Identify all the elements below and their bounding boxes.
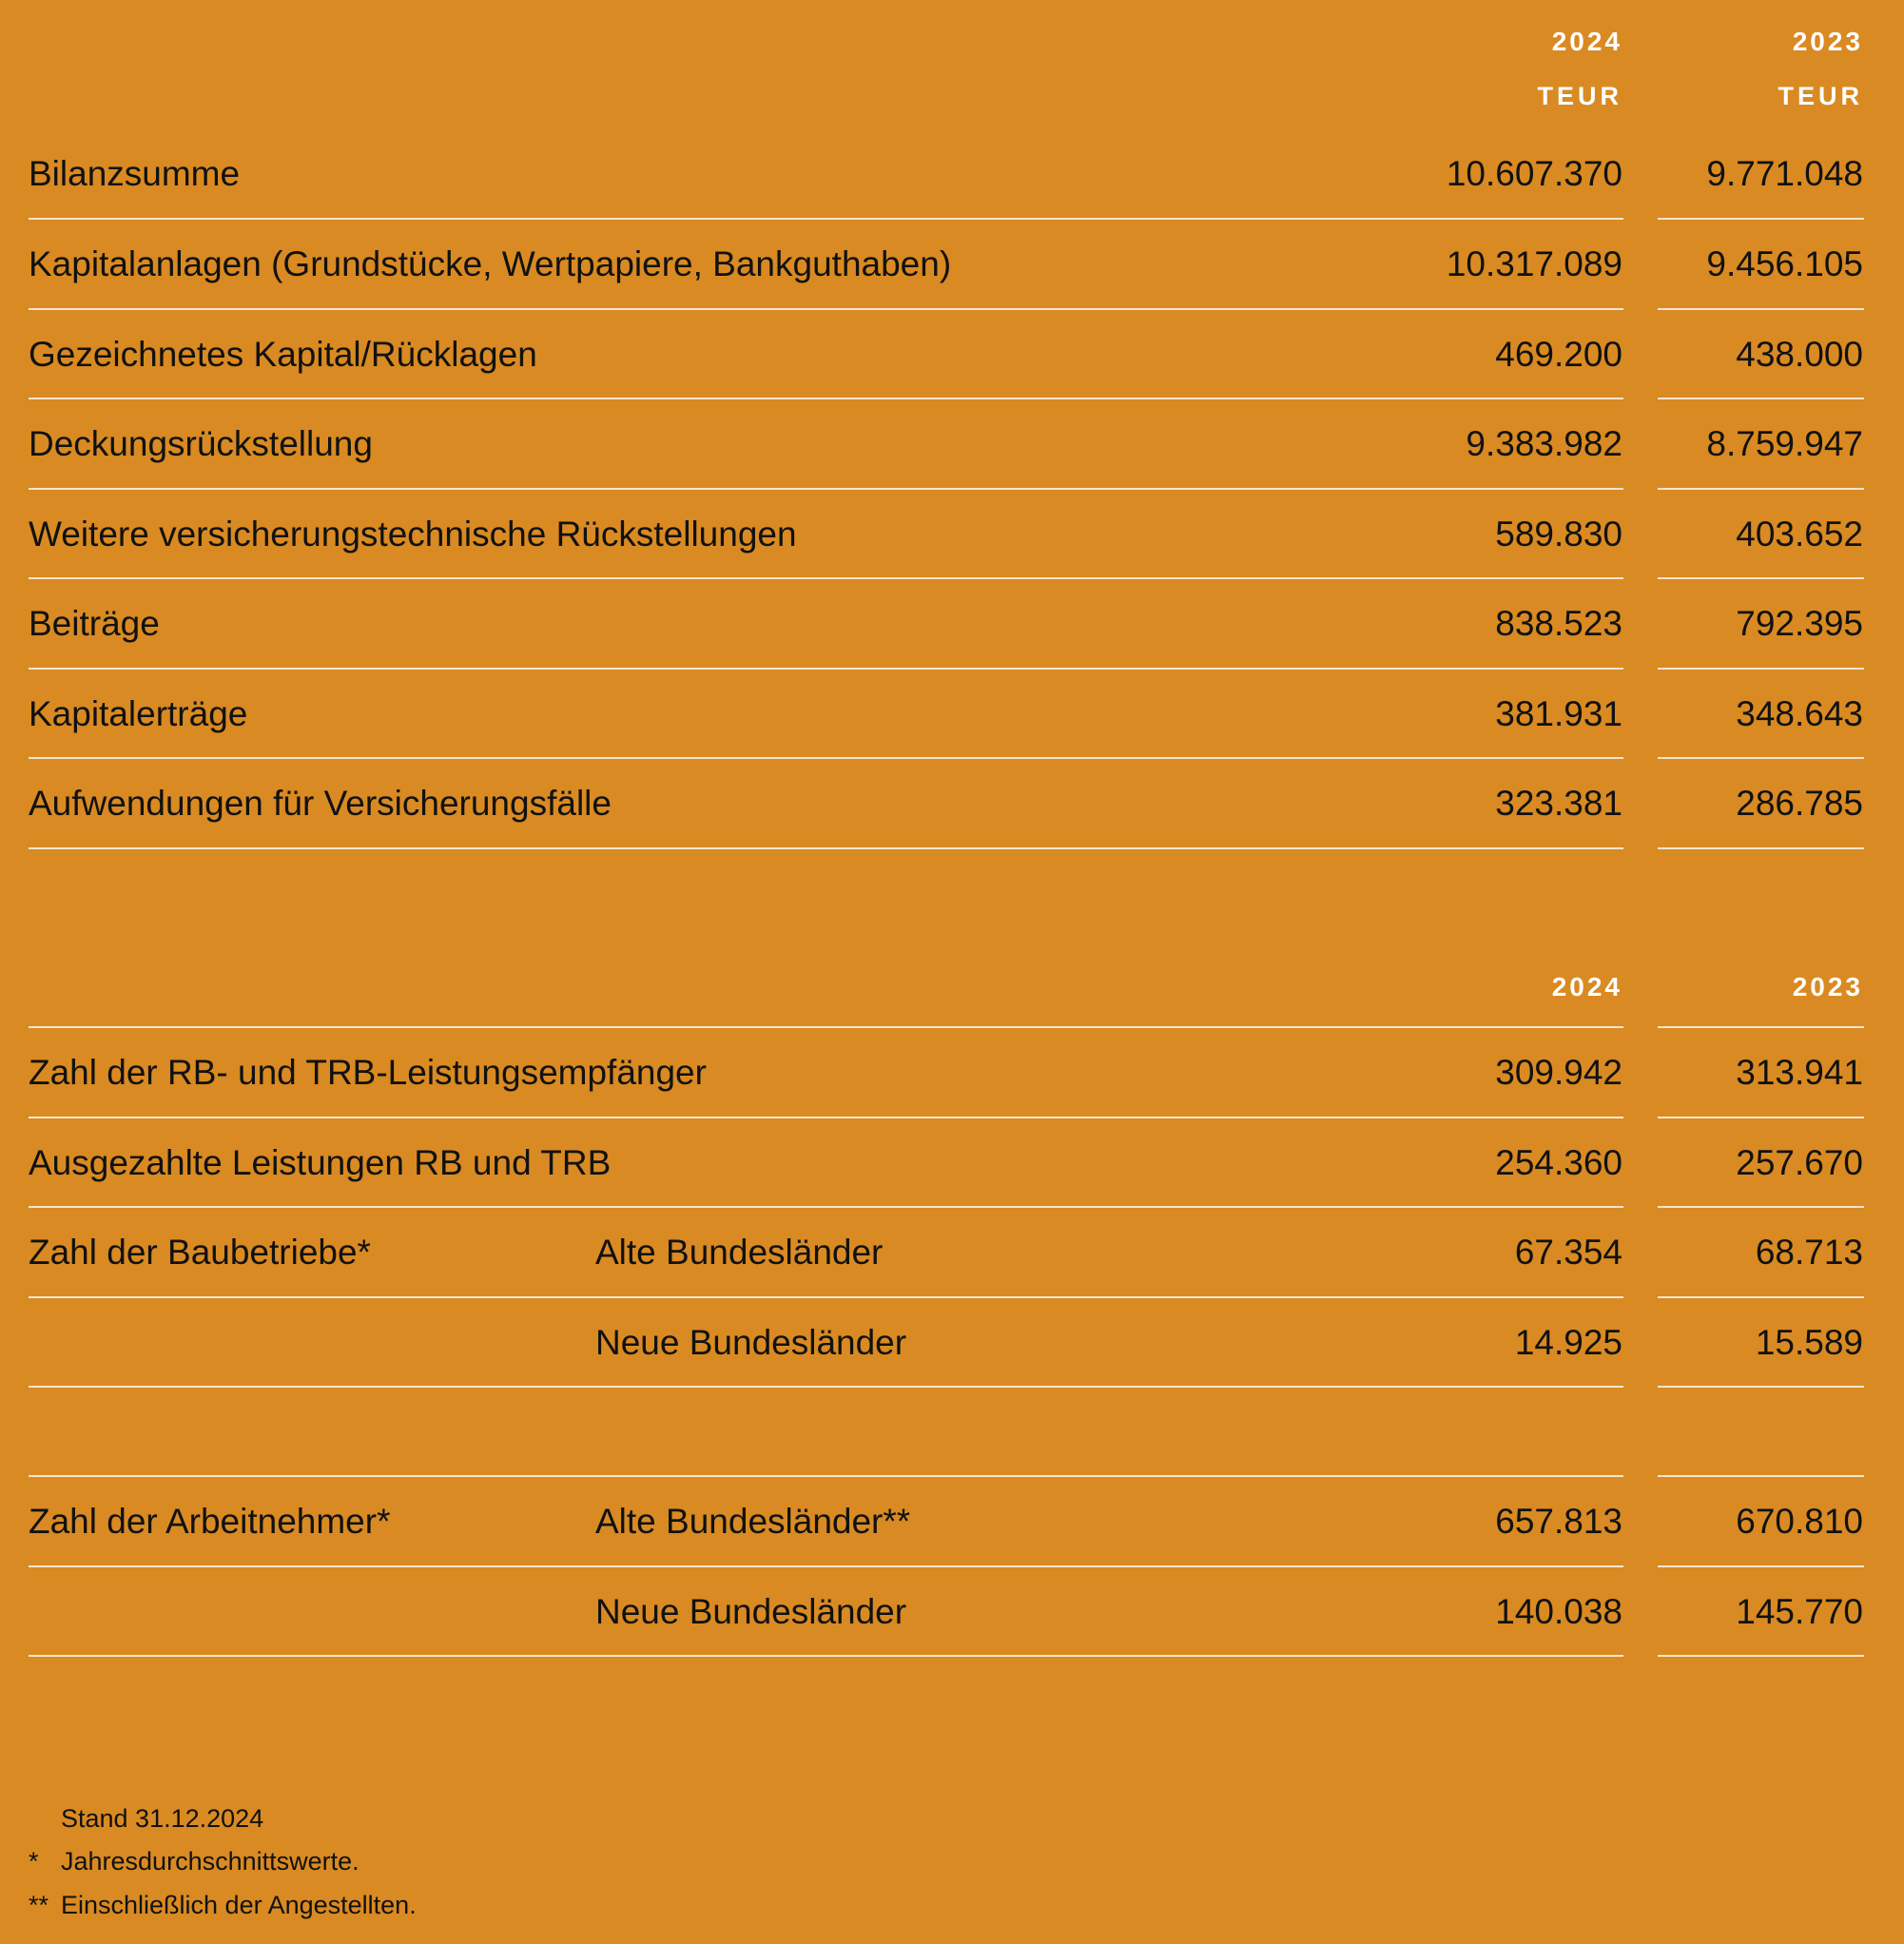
value-2024: 589.830 (1495, 515, 1622, 554)
row-label: Ausgezahlte Leistungen RB und TRB (29, 1143, 612, 1182)
footnote-text: Einschließlich der Angestellten. (61, 1891, 417, 1919)
value-2024: 381.931 (1495, 694, 1622, 733)
row-label: Kapitalerträge (29, 694, 248, 733)
value-2023: 9.771.048 (1706, 154, 1863, 193)
value-2024: 140.038 (1495, 1592, 1622, 1631)
value-2023: 670.810 (1736, 1502, 1863, 1541)
value-2024: 254.360 (1495, 1143, 1622, 1182)
value-2024: 67.354 (1514, 1233, 1622, 1272)
value-2023: 792.395 (1736, 604, 1863, 643)
row-label: Zahl der Arbeitnehmer* (29, 1502, 391, 1541)
row-divider (29, 1386, 1623, 1388)
value-2023: 68.713 (1755, 1233, 1863, 1272)
table-row (0, 1477, 1904, 1566)
value-2023: 286.785 (1736, 784, 1863, 823)
table-row (0, 1028, 1904, 1118)
value-2024: 657.813 (1495, 1502, 1622, 1541)
value-2024: 309.942 (1495, 1053, 1622, 1092)
value-2024: 838.523 (1495, 604, 1622, 643)
value-2024: 14.925 (1514, 1323, 1622, 1362)
row-sublabel: Alte Bundesländer (595, 1233, 884, 1272)
table-row (0, 399, 1904, 489)
row-label: Bilanzsumme (29, 154, 241, 193)
row-sublabel: Neue Bundesländer (595, 1323, 907, 1362)
footnote-text: Stand 31.12.2024 (61, 1804, 264, 1833)
row-divider (1658, 1386, 1864, 1388)
column-header-year-2023: 2023 (1792, 27, 1863, 56)
footnote-mark: ** (29, 1891, 49, 1919)
value-2023: 145.770 (1736, 1592, 1863, 1631)
value-2024: 469.200 (1495, 335, 1622, 374)
row-label: Zahl der Baubetriebe* (29, 1233, 371, 1272)
row-label: Zahl der RB- und TRB-Leistungsempfänger (29, 1053, 707, 1092)
row-label: Aufwendungen für Versicherungsfälle (29, 784, 612, 823)
row-label: Weitere versicherungstechnische Rückstellungen (29, 515, 797, 554)
value-2024: 10.317.089 (1446, 244, 1622, 283)
value-2023: 9.456.105 (1706, 244, 1863, 283)
value-2023: 15.589 (1755, 1323, 1863, 1362)
row-label: Kapitalanlagen (Grundstücke, Wertpapiere, Bankguthaben) (29, 244, 952, 283)
row-label: Beiträge (29, 604, 160, 643)
value-2023: 313.941 (1736, 1053, 1863, 1092)
column-header-year-2024: 2024 (1551, 27, 1622, 56)
row-divider (1658, 847, 1864, 849)
value-2023: 438.000 (1736, 335, 1863, 374)
table-row (0, 670, 1904, 759)
column-header-year-2024: 2024 (1551, 972, 1622, 1001)
table-row (0, 579, 1904, 669)
table-row (0, 1298, 1904, 1388)
row-label: Gezeichnetes Kapital/Rücklagen (29, 335, 537, 374)
table-row (0, 310, 1904, 399)
table-row (0, 129, 1904, 219)
table-row (0, 1208, 1904, 1297)
row-divider (29, 847, 1623, 849)
value-2024: 10.607.370 (1446, 154, 1622, 193)
row-divider (1658, 1655, 1864, 1657)
value-2023: 348.643 (1736, 694, 1863, 733)
row-label: Deckungsrückstellung (29, 424, 373, 463)
footnote-mark: * (29, 1847, 39, 1876)
table-row (0, 1118, 1904, 1208)
row-sublabel: Alte Bundesländer** (595, 1502, 911, 1541)
table-row (0, 1567, 1904, 1657)
value-2023: 8.759.947 (1706, 424, 1863, 463)
row-divider (29, 1655, 1623, 1657)
table-row (0, 490, 1904, 579)
column-header-year-2023: 2023 (1792, 972, 1863, 1001)
value-2023: 403.652 (1736, 515, 1863, 554)
row-sublabel: Neue Bundesländer (595, 1592, 907, 1631)
footnote-text: Jahresdurchschnittswerte. (61, 1847, 359, 1876)
value-2024: 323.381 (1495, 784, 1622, 823)
column-header-unit-2023: TEUR (1778, 82, 1863, 110)
column-header-unit-2024: TEUR (1537, 82, 1622, 110)
table-row (0, 220, 1904, 309)
value-2023: 257.670 (1736, 1143, 1863, 1182)
value-2024: 9.383.982 (1466, 424, 1622, 463)
table-row (0, 759, 1904, 848)
